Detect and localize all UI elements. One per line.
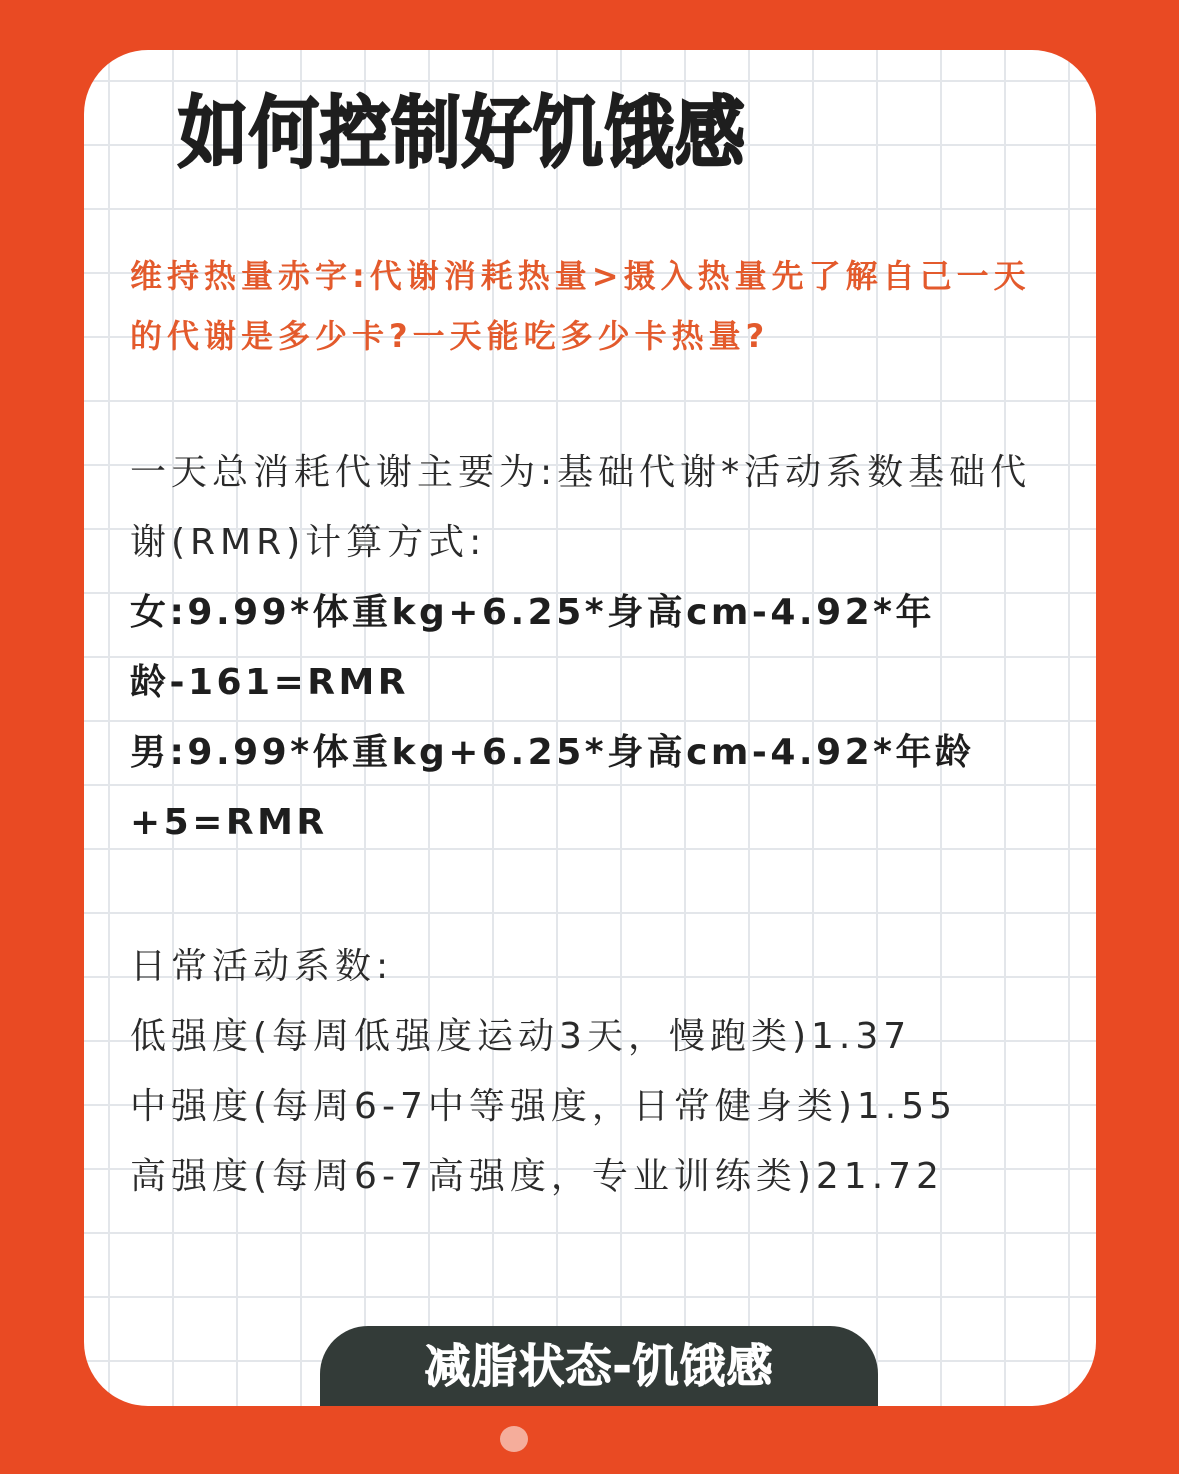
activity-low-intensity: 低强度(每周低强度运动3天，慢跑类)1.37 [130,1016,912,1057]
activity-title: 日常活动系数: [130,946,394,987]
weibo-logo-icon [500,1426,528,1452]
bottom-badge: 减脂状态-饥饿感 [320,1326,878,1406]
activity-mid-intensity: 中强度(每周6-7中等强度，日常健身类)1.55 [130,1086,958,1127]
male-formula: 男:9.99*体重kg+6.25*身高cm-4.92*年龄+5=RMR [130,732,975,843]
formula-intro: 一天总消耗代谢主要为:基础代谢*活动系数基础代谢(RMR)计算方式: [130,452,1032,563]
content-card [84,50,1096,1406]
watermark [500,1422,720,1458]
page-title: 如何控制好饥饿感 [178,87,746,180]
female-formula: 女:9.99*体重kg+6.25*身高cm-4.92*年龄-161=RMR [130,592,936,703]
activity-high-intensity: 高强度(每周6-7高强度，专业训练类)21.72 [130,1156,944,1197]
calorie-deficit-note: 维持热量赤字:代谢消耗热量>摄入热量先了解自己一天的代谢是多少卡?一天能吃多少卡热量? [130,257,1031,355]
